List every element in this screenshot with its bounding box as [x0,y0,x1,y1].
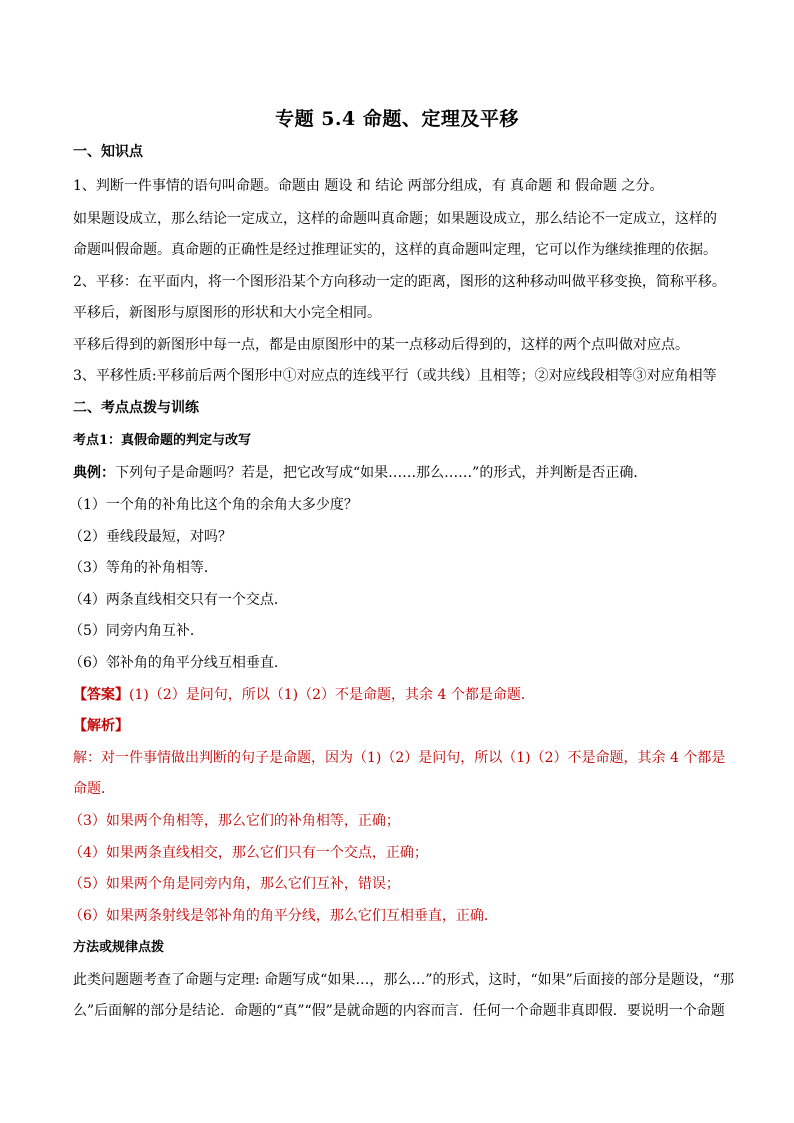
paragraph-true-false-line1: 如果题设成立，那么结论一定成立，这样的命题叫真命题；如果题设成立，那么结论不一定成立，这样的 [73,211,717,227]
list-item: （3）等角的补角相等． [69,560,218,576]
paragraph-translation-definition: 2、平移：在平面内，将一个图形沿某个方向移动一定的距离，图形的这种移动叫做平移变换，简称平移。 [73,274,726,290]
list-item: （6）邻补角的角平分线互相垂直. [69,655,279,671]
method-line2: 么”后面解的部分是结论．命题的“真”“假”是就命题的内容而言．任何一个命题非真即假．要说明一个命题 [73,1003,725,1019]
analysis-line1: 解：对一件事情做出判断的句子是命题，因为（1)（2）是问句，所以（1)（2）不是命题，其余 4 个都是 [73,750,726,766]
list-item: （1）一个角的补角比这个角的余角大多少度？ [69,497,358,513]
analysis-item: （6）如果两条射线是邻补角的角平分线，那么它们互相垂直，正确. [69,908,489,924]
analysis-line2: 命题． [73,781,115,797]
answer-line [73,687,535,704]
paragraph-true-false-line2: 命题叫假命题。真命题的正确性是经过推理证实的，这样的真命题叫定理，它可以作为继续推理的依据。 [73,242,717,258]
analysis-label: 【解析】 [73,718,129,734]
section-heading-training: 二、考点点拨与训练 [73,400,199,416]
list-item: （4）两条直线相交只有一个交点． [69,592,288,608]
paragraph-translation-properties: 3、平移性质:平移前后两个图形中①对应点的连线平行（或共线）且相等；②对应线段相等③对应角相等 [73,368,717,384]
paragraph-corresponding-points: 平移后得到的新图形中每一点，都是由原图形中的某一点移动后得到的，这样的两个点叫做对应点。 [73,337,689,353]
paragraph-proposition-definition: 1、判断一件事情的语句叫命题。命题由 题设 和 结论 两部分组成，有 真命题 和 假命题 之分。 [73,178,664,194]
method-line1: 此类问题题考查了命题与定理: 命题写成“如果…，那么…”的形式，这时，“如果”后面接的部分是题设，“那 [73,972,734,988]
list-item: （5）同旁内角互补． [69,623,204,639]
paragraph-translation-shape: 平移后，新图形与原图形的形状和大小完全相同。 [73,305,381,321]
analysis-item: （4）如果两条直线相交，那么它们只有一个交点，正确； [69,845,428,861]
kaodian-heading: 考点1：真假命题的判定与改写 [73,433,252,448]
page-title: 专题 5.4 命题、定理及平移 [275,108,519,130]
example-label: 典例： [73,465,115,481]
method-heading: 方法或规律点拨 [73,940,165,955]
answer-text: (1)（2）是问句，所以（1)（2）不是命题，其余 4 个都是命题． [129,687,535,703]
answer-label: 【答案】 [73,687,129,703]
analysis-item: （3）如果两个角相等，那么它们的补角相等，正确； [69,813,400,829]
example-question [73,465,647,482]
list-item: （2）垂线段最短，对吗？ [69,529,232,545]
analysis-item: （5）如果两个角是同旁内角，那么它们互补，错误； [69,876,400,892]
example-text: 下列句子是命题吗？若是，把它改写成“如果……那么……”的形式，并判断是否正确． [115,465,648,481]
section-heading-knowledge: 一、知识点 [73,144,143,160]
